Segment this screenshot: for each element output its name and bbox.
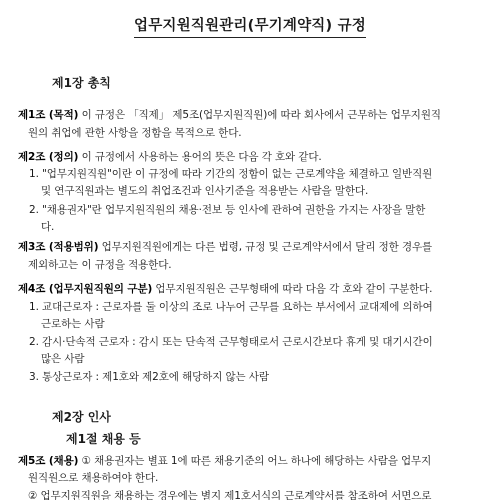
article-2-item-2-line-1: 2. "채용권자"란 업무지원직원의 채용·전보 등 인사에 관하여 권한을 가지는 사장을 말한	[29, 204, 426, 216]
article-5-line-3: ② 업무지원직원을 채용하는 경우에는 별지 제1호서식의 근로계약서를 참조하여 서면으로	[28, 490, 432, 500]
document-title: 업무지원직원관리(무기계약직) 규정	[134, 14, 366, 38]
article-4-item-1-line-2: 근로하는 사람	[41, 318, 105, 330]
article-4-item-3-line-1: 3. 통상근로자 : 제1호와 제2호에 해당하지 않는 사람	[29, 371, 269, 383]
article-4-item-1-line-1: 1. 교대근로자 : 근로자를 둘 이상의 조로 나누어 근무를 요하는 부서에서 교대제에 의하여	[29, 301, 433, 313]
article-5-line-2: 원직원으로 채용하여야 한다.	[28, 472, 159, 484]
article-4-line-1	[18, 282, 432, 296]
article-3-line-2: 제외하고는 이 규정을 적용한다.	[28, 259, 172, 271]
article-4-item-2-line-2: 많은 사람	[41, 353, 85, 365]
article-4-heading: 제4조 (업무지원직원의 구분)	[18, 283, 153, 295]
article-2-line-1	[18, 150, 322, 164]
article-3-heading: 제3조 (적용범위)	[18, 241, 99, 253]
article-2-item-1-line-2: 및 연구직원과는 별도의 취업조건과 인사기준을 적용받는 사람을 말한다.	[41, 185, 369, 197]
article-2-item-2-line-2: 다.	[41, 221, 55, 233]
chapter-2-heading: 제2장 인사	[52, 410, 111, 424]
article-5-text-1: ① 채용권자는 별표 1에 따른 채용기준의 어느 하나에 해당하는 사람을 업무지	[78, 455, 432, 467]
article-5-heading: 제5조 (채용)	[18, 455, 79, 467]
article-1-line-2: 원의 취업에 관한 사항을 정함을 목적으로 한다.	[28, 127, 242, 139]
article-1-heading: 제1조 (목적)	[18, 109, 79, 121]
article-2-item-1-line-1: 1. "업무지원직원"이란 이 규정에 따라 기간의 정함이 없는 근로계약을 체결하고 일반직원	[29, 168, 433, 180]
article-1-line-1	[18, 108, 441, 122]
article-2-heading: 제2조 (정의)	[18, 151, 79, 163]
article-4-item-2-line-1: 2. 감시·단속적 근로자 : 감시 또는 단속적 근무형태로서 근로시간보다 휴게 및 대기시간이	[29, 336, 433, 348]
article-3-line-1	[18, 240, 432, 254]
section-1-heading: 제1절 채용 등	[66, 432, 141, 446]
title-container	[0, 14, 500, 38]
article-2-text-1: 이 규정에서 사용하는 용어의 뜻은 다음 각 호와 같다.	[78, 151, 322, 163]
article-5-line-1	[18, 454, 431, 468]
article-4-text-1: 업무지원직원은 근무형태에 따라 다음 각 호와 같이 구분한다.	[152, 283, 433, 295]
article-3-text-1: 업무지원직원에게는 다른 법령, 규정 및 근로계약서에서 달리 정한 경우를	[98, 241, 433, 253]
chapter-1-heading: 제1장 총칙	[52, 76, 111, 90]
article-1-text-1: 이 규정은 「직제」 제5조(업무지원직원)에 따라 회사에서 근무하는 업무지원직	[78, 109, 441, 121]
